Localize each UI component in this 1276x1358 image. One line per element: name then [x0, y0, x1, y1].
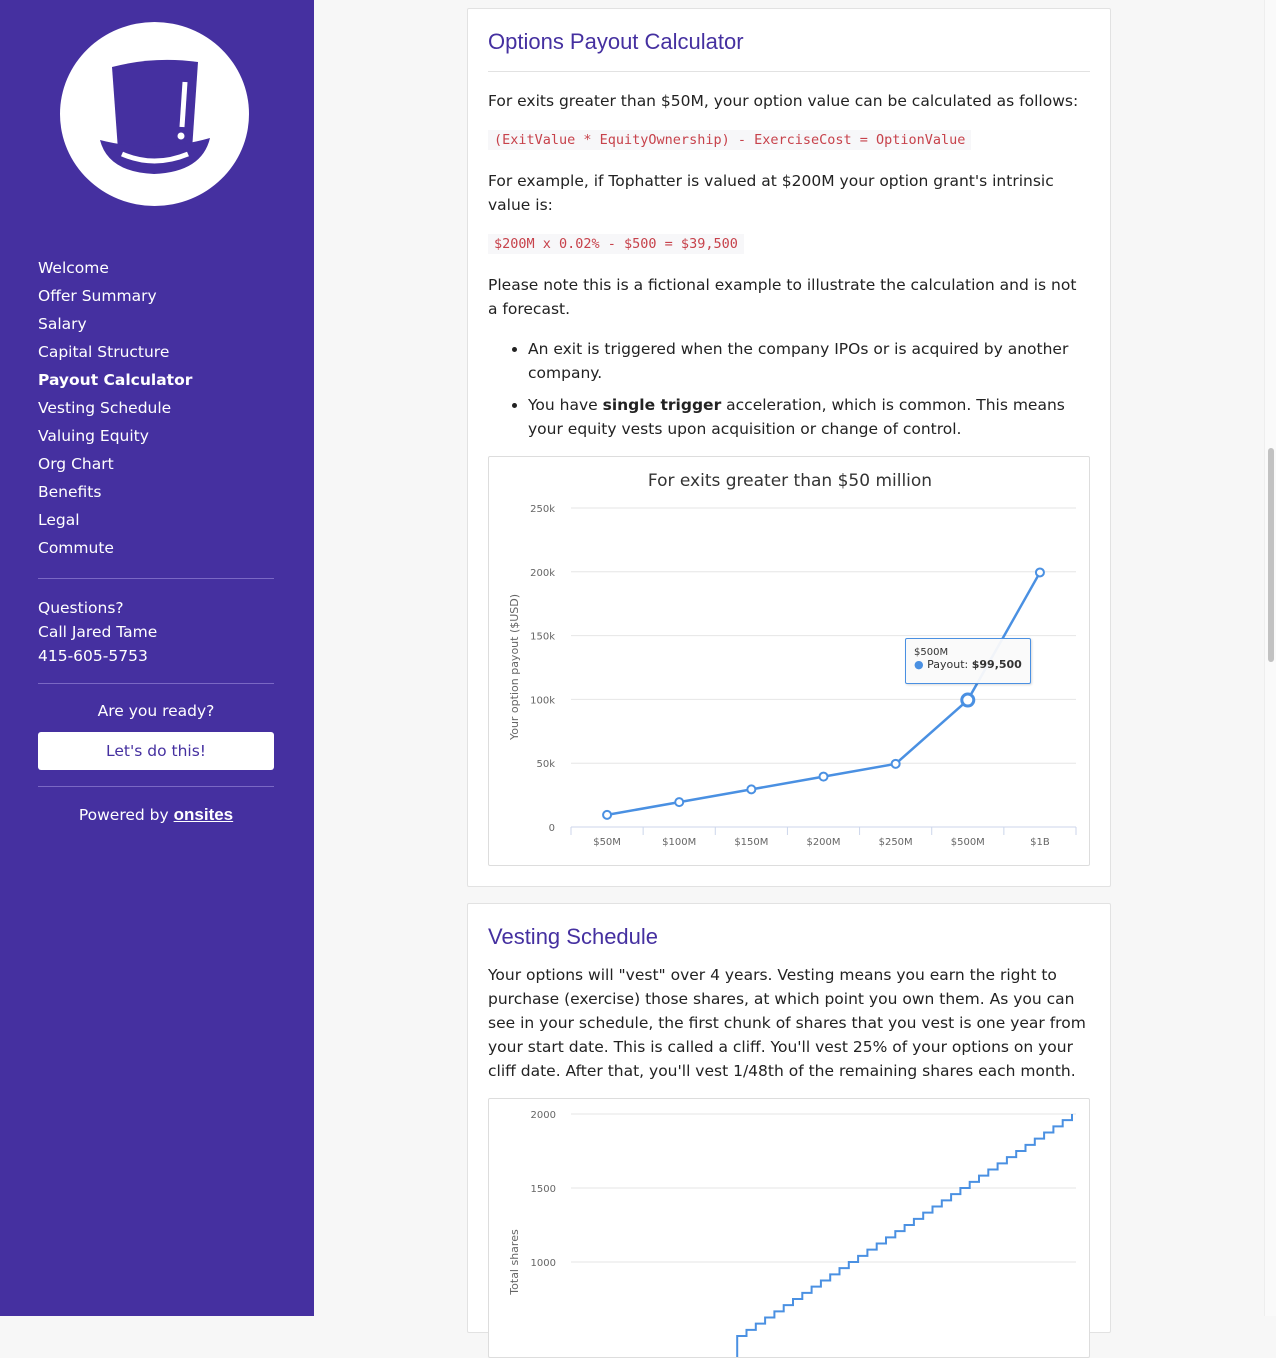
ready-label: Are you ready?: [97, 702, 215, 720]
vesting-card: [467, 903, 1111, 1333]
y-tick-label: 0: [548, 823, 555, 834]
payout-note: Please note this is a fictional example to illustrate the calculation and is not a forecast.: [488, 276, 1077, 318]
divider: [38, 683, 274, 684]
x-tick-label: $500M: [950, 837, 985, 848]
bullet-trigger: [528, 393, 1090, 441]
x-tick-label: $100M: [662, 837, 697, 848]
x-tick-label: $150M: [734, 837, 769, 848]
data-point: [820, 773, 828, 781]
onsites-link[interactable]: onsites: [173, 805, 234, 824]
nav-commute[interactable]: Commute: [38, 539, 114, 557]
nav-salary[interactable]: Salary: [38, 315, 87, 333]
vesting-title: Vesting Schedule: [488, 924, 659, 949]
tooltip-x: $500M: [914, 647, 949, 658]
vesting-chart: [488, 1098, 1090, 1358]
y-tick-label: 250k: [530, 504, 555, 515]
title-divider: [488, 71, 1090, 72]
y-tick-label: 1000: [530, 1258, 556, 1269]
chart-title: For exits greater than $50 million: [647, 471, 933, 491]
tooltip-value: $99,500: [971, 658, 1022, 671]
data-point: [747, 785, 755, 793]
example-code: $200M x 0.02% - $500 = $39,500: [488, 234, 744, 254]
tooltip-label: Payout:: [927, 658, 969, 671]
bullet-text: acceleration, which is common. This means your equity vests upon acquisition or change of control.: [528, 396, 1065, 438]
x-tick-label: $50M: [593, 837, 621, 848]
chart-tooltip: $500M ● Payout: $99,500: [905, 638, 1031, 684]
data-point: [1036, 568, 1044, 576]
nav-welcome[interactable]: Welcome: [38, 259, 109, 277]
nav-legal[interactable]: Legal: [38, 511, 80, 529]
contact-name: Call Jared Tame: [38, 623, 158, 641]
sidebar-nav: [38, 254, 192, 562]
bullet-exit: • An exit is triggered when the company IPOs or is acquired by another company.: [528, 337, 1090, 385]
x-tick-label: $200M: [806, 837, 841, 848]
divider: [38, 786, 274, 787]
payout-calculator-card: [467, 8, 1111, 887]
payout-intro: For exits greater than $50M, your option value can be calculated as follows:: [488, 92, 1079, 110]
y-tick-label: 50k: [536, 759, 555, 771]
data-point: [675, 798, 683, 806]
x-tick-label: $250M: [878, 837, 913, 848]
scrollbar[interactable]: [1264, 0, 1276, 1316]
vesting-text: Your options will "vest" over 4 years. Vesting means you earn the right to purchase (exercise) those shares, at which point you own them. As you can see in your schedule, the first chunk of shares that you vest is one year from your start date. This is called a cliff. You'll vest 25% of your options on your cliff date. After that, you'll vest 1/48th of the remaining shares each month.: [488, 966, 1086, 1080]
nav-vesting-schedule[interactable]: Vesting Schedule: [38, 399, 172, 417]
powered-by-label: Powered by: [78, 806, 169, 824]
payout-example: For example, if Tophatter is valued at $200M your option grant's intrinsic value is:: [488, 172, 1054, 214]
y-tick-label: 100k: [530, 695, 555, 707]
payout-chart: [488, 456, 1090, 866]
x-tick-label: $1B: [1030, 837, 1050, 848]
bullet-bold: single trigger: [602, 396, 722, 414]
powered-by: [38, 805, 274, 825]
payout-bullets: [488, 337, 1090, 449]
nav-benefits[interactable]: Benefits: [38, 483, 102, 501]
nav-capital-structure[interactable]: Capital Structure: [38, 343, 170, 361]
data-point: [603, 811, 611, 819]
y-tick-label: 200k: [530, 567, 555, 579]
nav-offer-summary[interactable]: Offer Summary: [38, 287, 157, 305]
tophatter-logo: [60, 22, 249, 206]
y-axis-label: Total shares: [508, 1229, 521, 1295]
y-tick-label: 150k: [530, 631, 555, 643]
nav-valuing-equity[interactable]: Valuing Equity: [38, 427, 149, 445]
nav-org-chart[interactable]: Org Chart: [38, 455, 114, 473]
formula-code: (ExitValue * EquityOwnership) - ExerciseCost = OptionValue: [488, 130, 971, 150]
divider: [38, 578, 274, 579]
bullet-text: You have: [528, 396, 603, 414]
y-tick-label: 1500: [530, 1184, 556, 1195]
contact-block: [38, 596, 157, 668]
vesting-step-line: [737, 1114, 1072, 1358]
payout-title: Options Payout Calculator: [488, 29, 744, 54]
data-point: [892, 760, 900, 768]
data-point-highlighted: [962, 694, 974, 706]
sidebar: [0, 0, 314, 1316]
y-axis-label: Your option payout ($USD): [508, 593, 521, 741]
contact-phone[interactable]: 415-605-5753: [38, 647, 148, 665]
questions-label: Questions?: [38, 599, 124, 617]
nav-payout-calculator[interactable]: Payout Calculator: [38, 371, 193, 389]
lets-do-this-button[interactable]: Let's do this!: [38, 732, 274, 770]
y-tick-label: 2000: [530, 1110, 556, 1121]
scrollbar-thumb[interactable]: [1268, 448, 1274, 662]
